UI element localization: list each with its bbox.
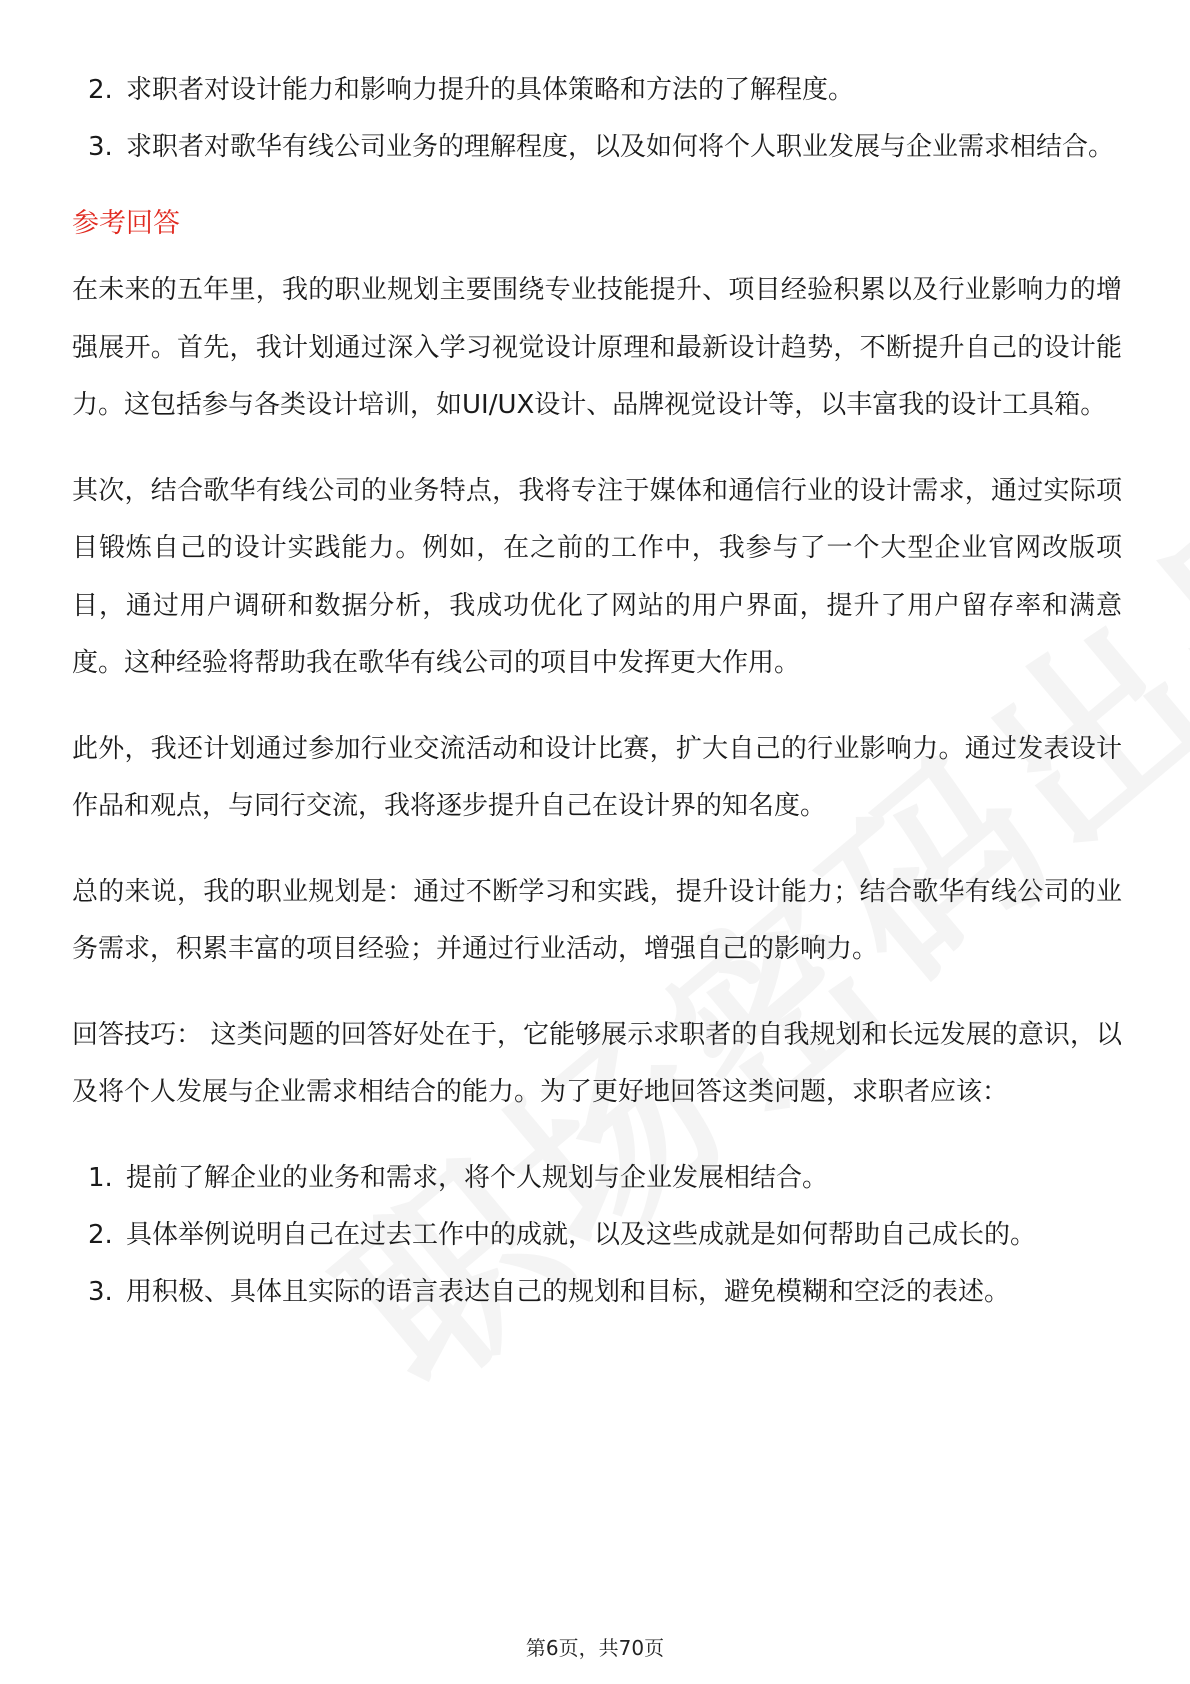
- paragraph: 此外，我还计划通过参加行业交流活动和设计比赛，扩大自己的行业影响力。通过发表设计作品和观点，与同行交流，我将逐步提升自己在设计界的知名度。: [72, 733, 1122, 821]
- tips-list: [72, 1150, 1122, 1321]
- paragraph: 总的来说，我的职业规划是：通过不断学习和实践，提升设计能力；结合歌华有线公司的业务需求，积累丰富的项目经验；并通过行业活动，增强自己的影响力。: [72, 876, 1122, 964]
- section-heading: 参考回答: [72, 208, 180, 239]
- list-item-number: 1.: [88, 1162, 113, 1193]
- list-item-text: 具体举例说明自己在过去工作中的成就，以及这些成就是如何帮助自己成长的。: [126, 1219, 1037, 1250]
- list-item-text: 提前了解企业的业务和需求，将个人规划与企业发展相结合。: [126, 1162, 829, 1193]
- page-footer: 第6页，共70页: [525, 1636, 665, 1660]
- list-item: [72, 1150, 1122, 1207]
- list-item: [72, 1207, 1122, 1264]
- list-item: [72, 119, 1122, 176]
- list-item: [72, 1264, 1122, 1321]
- list-item-text: 求职者对设计能力和影响力提升的具体策略和方法的了解程度。: [126, 75, 855, 105]
- list-item-text: 求职者对歌华有线公司业务的理解程度，以及如何将个人职业发展与企业需求相结合。: [126, 132, 1115, 162]
- paragraph: 回答技巧： 这类问题的回答好处在于，它能够展示求职者的自我规划和长远发展的意识，以及将个人发展与企业需求相结合的能力。为了更好地回答这类问题，求职者应该：: [72, 1019, 1122, 1107]
- list-item-number: 2.: [88, 1219, 113, 1250]
- paragraph: 在未来的五年里，我的职业规划主要围绕专业技能提升、项目经验积累以及行业影响力的增强展开。首先，我计划通过深入学习视觉设计原理和最新设计趋势，不断提升自己的设计能力。这包括参与各类设计培训，如UI/UX设计、品牌视觉设计等，以丰富我的设计工具箱。: [72, 275, 1122, 420]
- paragraph: 其次，结合歌华有线公司的业务特点，我将专注于媒体和通信行业的设计需求，通过实际项目锻炼自己的设计实践能力。例如，在之前的工作中，我参与了一个大型企业官网改版项目，通过用户调研和数据分析，我成功优化了网站的用户界面，提升了用户留存率和满意度。这种经验将帮助我在歌华有线公司的项目中发挥更大作用。: [72, 475, 1122, 678]
- list-item-number: 3.: [88, 132, 113, 162]
- criteria-list: [72, 62, 1122, 176]
- list-item-text: 用积极、具体且实际的语言表达自己的规划和目标，避免模糊和空泛的表述。: [126, 1276, 1011, 1307]
- list-item-number: 3.: [88, 1276, 113, 1307]
- document-page: [72, 62, 1122, 1321]
- list-item: [72, 62, 1122, 119]
- list-item-number: 2.: [88, 75, 113, 105]
